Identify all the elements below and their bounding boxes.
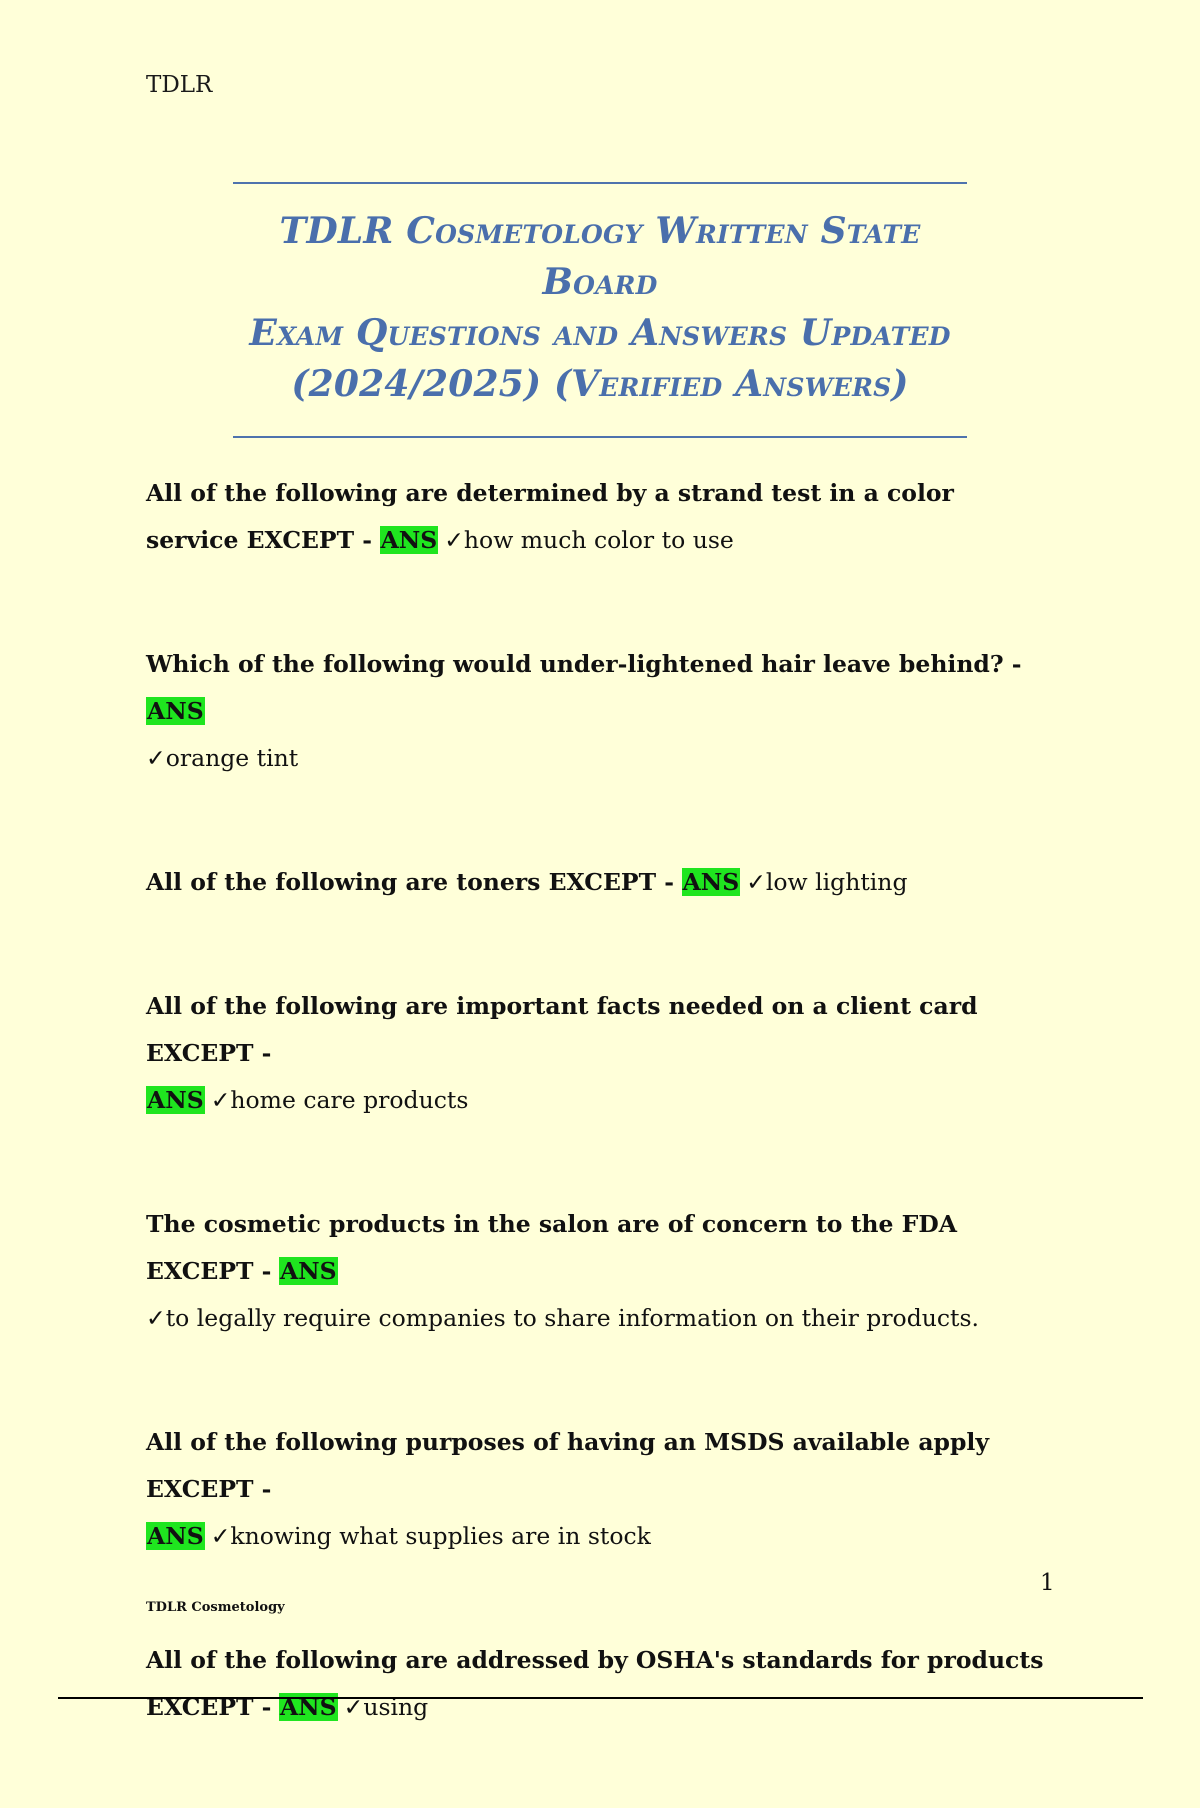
answer: how much color to use	[463, 526, 734, 554]
answer: orange tint	[165, 744, 299, 772]
question: All of the following purposes of having an MSDS available apply EXCEPT -	[146, 1428, 989, 1503]
answer: knowing what supplies are in stock	[230, 1522, 651, 1550]
ans-tag: ANS	[147, 697, 204, 725]
title-line-3: (2024/2025) (Verified Answers)	[291, 363, 909, 405]
question: Which of the following would under-lightened hair leave behind? -	[146, 650, 1022, 678]
qa-item-2	[146, 641, 1046, 782]
page-footer: TDLR Cosmetology	[146, 1600, 285, 1615]
qa-item-1	[146, 470, 1046, 564]
checkmark-icon: ✓	[210, 1522, 231, 1550]
checkmark-icon: ✓	[146, 1304, 166, 1332]
qa-item-6	[146, 1419, 1046, 1560]
ans-tag: ANS	[147, 1522, 204, 1550]
qa-item-5	[146, 1201, 1046, 1342]
ans-tag: ANS	[380, 526, 438, 554]
answer: using	[363, 1693, 429, 1721]
answer: to legally require companies to share information on their products.	[165, 1304, 980, 1332]
question: All of the following are important facts needed on a client card EXCEPT -	[146, 992, 978, 1067]
ans-tag: ANS	[147, 1086, 204, 1114]
checkmark-icon: ✓	[444, 526, 464, 554]
question: All of the following are toners EXCEPT -	[146, 868, 675, 896]
checkmark-icon: ✓	[746, 868, 766, 896]
question: All of the following are determined by a strand test in a color service EXCEPT -	[146, 479, 954, 554]
ans-tag: ANS	[279, 1693, 337, 1721]
answer: low lighting	[765, 868, 908, 896]
question: The cosmetic products in the salon are of concern to the FDA EXCEPT -	[146, 1210, 957, 1285]
qa-item-4	[146, 983, 1046, 1124]
page-header: TDLR	[146, 72, 213, 98]
checkmark-icon: ✓	[210, 1086, 231, 1114]
checkmark-icon: ✓	[343, 1693, 364, 1721]
checkmark-icon: ✓	[146, 744, 166, 772]
ans-tag: ANS	[279, 1257, 337, 1285]
qa-item-3	[146, 859, 1046, 906]
question: All of the following are addressed by OSHA's standards for products EXCEPT -	[146, 1646, 1044, 1721]
title-line-1: TDLR Cosmetology Written State Board	[279, 210, 921, 303]
page-number: 1	[1040, 1570, 1055, 1596]
document-title	[233, 182, 967, 438]
answer: home care products	[230, 1086, 469, 1114]
qa-item-7	[146, 1637, 1046, 1731]
ans-tag: ANS	[682, 868, 740, 896]
title-line-2: Exam Questions and Answers Updated	[249, 312, 951, 354]
footer-divider	[58, 1697, 1143, 1699]
